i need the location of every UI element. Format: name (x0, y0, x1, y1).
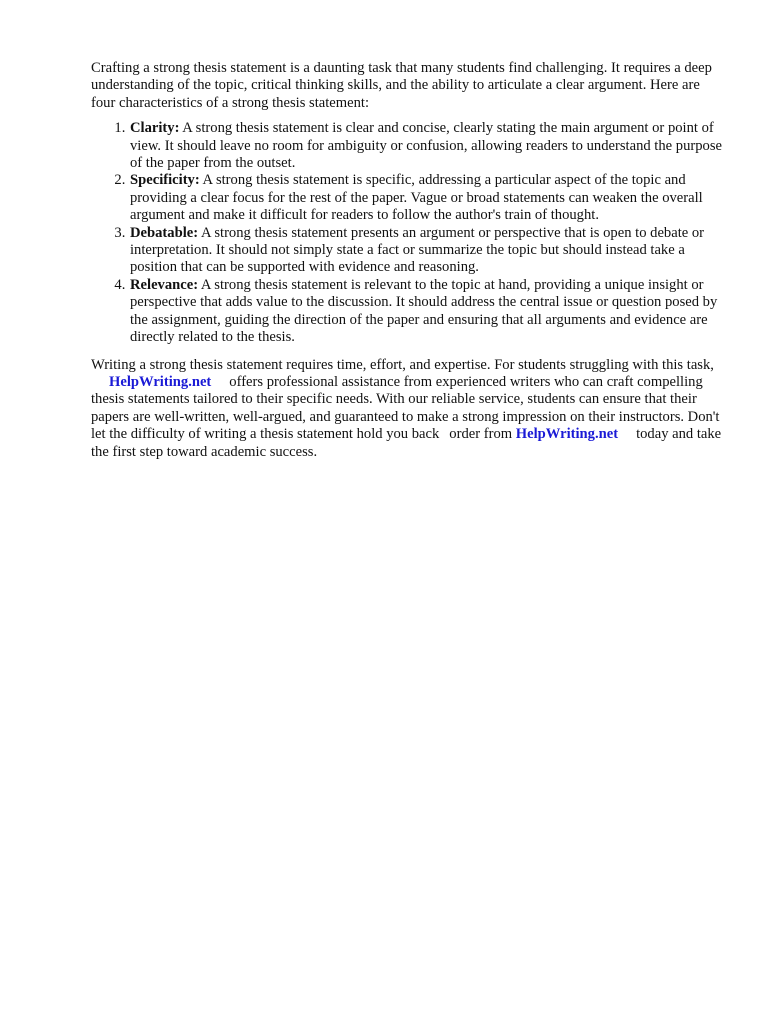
description-clarity: A strong thesis statement is clear and concise, clearly stating the main argument or point of view. It should leave no room for ambiguity or confusion, allowing readers to understand the purpose of the paper from the outset. (130, 120, 722, 172)
term-relevance: Relevance: (130, 276, 199, 293)
term-specificity: Specificity: (130, 172, 200, 189)
term-clarity: Clarity: (130, 120, 180, 137)
description-relevance: A strong thesis statement is relevant to the topic at hand, providing a unique insight or perspective that adds value to the discussion. It should address the central issue or question posed by the assignment, guiding the direction of the paper and ensuring that all arguments and evidence are directly related to the thesis. (130, 276, 718, 346)
helpwriting-link-2[interactable]: HelpWriting.net (515, 426, 619, 443)
list-item-relevance (129, 277, 727, 347)
document-page (91, 60, 727, 461)
list-item-clarity (129, 120, 727, 172)
helpwriting-link-1[interactable]: HelpWriting.net (109, 373, 212, 390)
closing-text-1: Writing a strong thesis statement requires time, effort, and expertise. For students struggling with this task, (91, 356, 714, 373)
description-debatable: A strong thesis statement presents an argument or perspective that is open to debate or interpretation. It should not simply state a fact or summarize the topic but should instead take a position that can be supported with evidence and reasoning. (130, 224, 705, 276)
term-debatable: Debatable: (130, 224, 199, 241)
list-item-debatable (129, 225, 727, 277)
closing-paragraph (91, 357, 727, 461)
description-specificity: A strong thesis statement is specific, addressing a particular aspect of the topic and providing a clear focus for the rest of the paper. Vague or broad statements can weaken the overall argument and make it difficult for readers to follow the author's train of thought. (130, 172, 703, 224)
closing-text-3: order from (449, 426, 513, 443)
closing-text-2: offers professional assistance from experienced writers who can craft compelling thesis statements tailored to their specific needs. With our reliable service, students can ensure that their papers are well-written, well-argued, and guaranteed to make a strong impression on their instructors. Don't let the difficulty of writing a thesis statement hold you back (91, 373, 720, 443)
list-item-specificity (129, 172, 727, 224)
characteristics-list (91, 120, 727, 346)
closing-text-4: today and take the first step toward academic success. (91, 426, 722, 460)
intro-paragraph: Crafting a strong thesis statement is a daunting task that many students find challenging. It requires a deep understanding of the topic, critical thinking skills, and the ability to articulate a clear argument. Here are four characteristics of a strong thesis statement: (91, 60, 712, 111)
